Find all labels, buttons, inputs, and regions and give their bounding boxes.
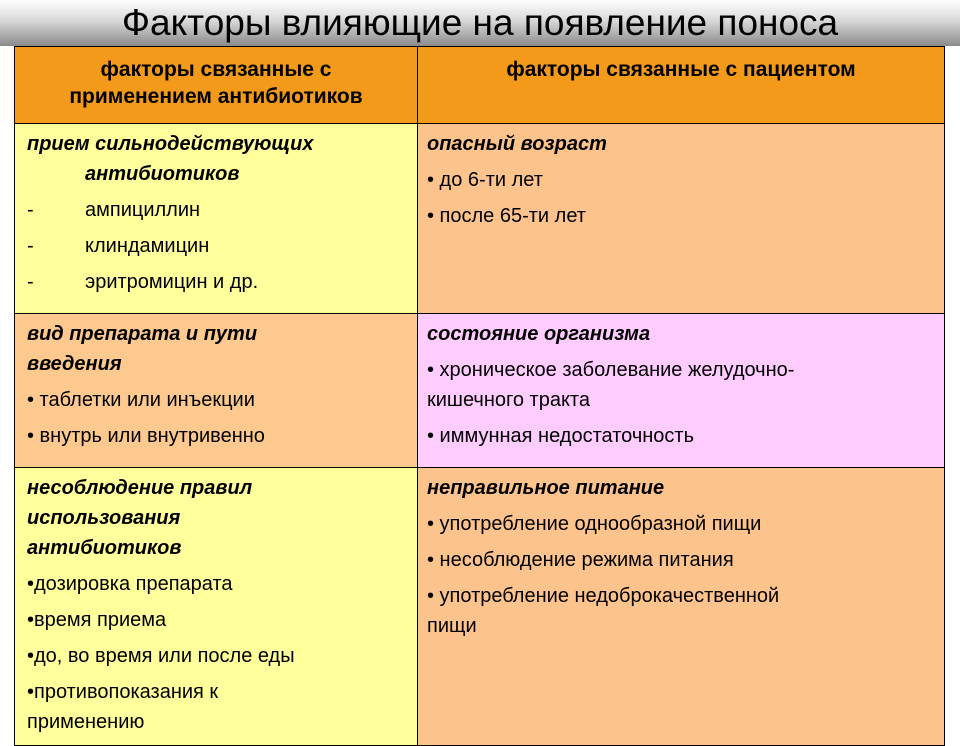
list-item: • до 6-ти лет	[427, 169, 543, 191]
list-item-cont: применению	[27, 711, 145, 733]
cell-drug-form	[15, 314, 418, 468]
cell-rule-violation	[15, 468, 418, 746]
list-item-cont: пищи	[427, 615, 477, 637]
list-item: • после 65-ти лет	[427, 205, 586, 227]
list-item	[27, 267, 409, 297]
cell-heading-cont: использования	[27, 507, 181, 529]
dash-marker: -	[27, 199, 34, 221]
header-right: факторы связанные с пациентом	[506, 58, 856, 81]
dash-marker: -	[27, 235, 34, 257]
header-left-line2: применением антибиотиков	[69, 85, 363, 108]
page-title: Факторы влияющие на появление поноса	[121, 2, 839, 43]
cell-body-condition	[418, 314, 945, 468]
cell-strong-antibiotics	[15, 124, 418, 314]
list-item: • таблетки или инъекции	[27, 389, 255, 411]
cell-heading-cont: антибиотиков	[85, 163, 240, 185]
list-item: •дозировка препарата	[27, 573, 233, 595]
factors-table-wrapper	[14, 46, 944, 733]
cell-improper-nutrition	[418, 468, 945, 746]
table-row	[15, 468, 945, 746]
cell-dangerous-age	[418, 124, 945, 314]
cell-heading: вид препарата и пути	[27, 323, 258, 345]
cell-heading: прием сильнодействующих	[27, 133, 314, 155]
factors-table	[14, 46, 945, 746]
header-left-line1: факторы связанные с	[100, 58, 332, 81]
list-item-text: эритромицин и др.	[85, 271, 259, 293]
cell-heading: несоблюдение правил	[27, 477, 253, 499]
header-cell-antibiotics	[15, 47, 418, 124]
cell-heading: неправильное питание	[427, 477, 665, 499]
list-item: •время приема	[27, 609, 167, 631]
list-item-text: клиндамицин	[85, 235, 210, 257]
table-row	[15, 124, 945, 314]
list-item	[27, 195, 409, 225]
list-item-text: ампициллин	[85, 199, 201, 221]
list-item: • употребление недоброкачественной	[427, 585, 780, 607]
list-item: •до, во время или после еды	[27, 645, 295, 667]
table-header-row	[15, 47, 945, 124]
cell-heading-cont: введения	[27, 353, 122, 375]
list-item-cont: кишечного тракта	[427, 389, 590, 411]
cell-heading: опасный возраст	[427, 133, 607, 155]
list-item: •противопоказания к	[27, 681, 219, 703]
cell-heading: состояние организма	[427, 323, 651, 345]
table-row	[15, 314, 945, 468]
list-item: • иммунная недостаточность	[427, 425, 694, 447]
list-item	[27, 231, 409, 261]
list-item: • внутрь или внутривенно	[27, 425, 265, 447]
header-cell-patient	[418, 47, 945, 124]
dash-marker: -	[27, 271, 34, 293]
list-item: • хроническое заболевание желудочно-	[427, 359, 795, 381]
list-item: • употребление однообразной пищи	[427, 513, 762, 535]
list-item: • несоблюдение режима питания	[427, 549, 734, 571]
cell-heading-cont: антибиотиков	[27, 537, 182, 559]
title-bar	[0, 0, 960, 46]
